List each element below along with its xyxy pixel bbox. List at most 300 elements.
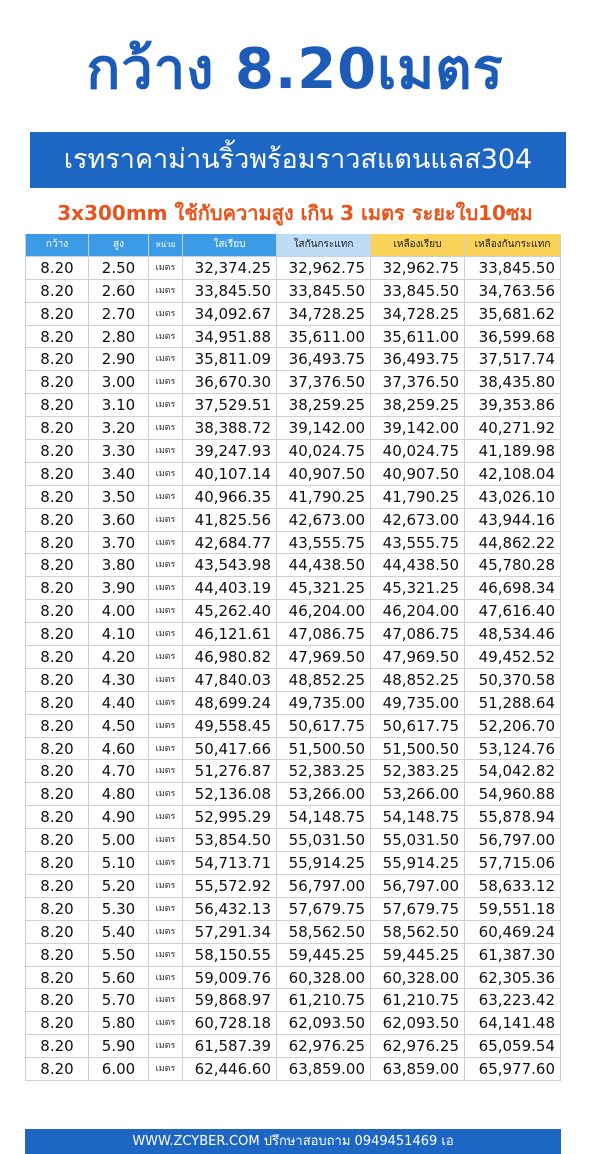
cell-clear-impact: 61,210.75 [277, 989, 371, 1011]
cell-yellow-plain: 38,259.25 [371, 394, 465, 416]
header-unit: หน่วย [149, 234, 183, 256]
header-clear-plain: ใสเรียบ [183, 234, 277, 256]
cell-width: 8.20 [25, 760, 89, 782]
cell-width: 8.20 [25, 829, 89, 851]
cell-yellow-plain: 50,617.75 [371, 715, 465, 737]
table-row [25, 875, 561, 898]
cell-width: 8.20 [25, 280, 89, 302]
cell-height: 4.90 [89, 806, 149, 828]
cell-unit: เมตร [149, 806, 183, 828]
cell-yellow-plain: 47,086.75 [371, 623, 465, 645]
cell-clear-impact: 45,321.25 [277, 577, 371, 599]
cell-yellow-plain: 40,907.50 [371, 463, 465, 485]
table-row [25, 417, 561, 440]
cell-unit: เมตร [149, 417, 183, 439]
cell-yellow-plain: 57,679.75 [371, 898, 465, 920]
cell-clear-plain: 32,374.25 [183, 257, 277, 279]
table-row [25, 600, 561, 623]
banner-title: เรทราคาม่านริ้วพร้อมราวสแตนแลส304 [30, 132, 566, 188]
cell-clear-plain: 54,713.71 [183, 852, 277, 874]
cell-clear-plain: 57,291.34 [183, 921, 277, 943]
cell-height: 4.70 [89, 760, 149, 782]
cell-yellow-plain: 56,797.00 [371, 875, 465, 897]
cell-unit: เมตร [149, 692, 183, 714]
cell-width: 8.20 [25, 646, 89, 668]
cell-width: 8.20 [25, 1058, 89, 1080]
cell-yellow-plain: 62,976.25 [371, 1035, 465, 1057]
table-row [25, 921, 561, 944]
table-row [25, 669, 561, 692]
cell-yellow-plain: 33,845.50 [371, 280, 465, 302]
table-row [25, 532, 561, 555]
cell-height: 5.00 [89, 829, 149, 851]
cell-height: 4.30 [89, 669, 149, 691]
cell-yellow-impact: 62,305.36 [465, 967, 561, 989]
cell-yellow-impact: 37,517.74 [465, 348, 561, 370]
cell-unit: เมตร [149, 944, 183, 966]
cell-yellow-impact: 50,370.58 [465, 669, 561, 691]
table-row [25, 623, 561, 646]
cell-clear-impact: 62,093.50 [277, 1012, 371, 1034]
cell-height: 4.10 [89, 623, 149, 645]
table-row [25, 371, 561, 394]
cell-clear-impact: 48,852.25 [277, 669, 371, 691]
cell-clear-impact: 32,962.75 [277, 257, 371, 279]
cell-clear-plain: 33,845.50 [183, 280, 277, 302]
cell-unit: เมตร [149, 646, 183, 668]
cell-yellow-impact: 56,797.00 [465, 829, 561, 851]
cell-unit: เมตร [149, 326, 183, 348]
table-row [25, 852, 561, 875]
cell-clear-plain: 55,572.92 [183, 875, 277, 897]
cell-height: 4.80 [89, 783, 149, 805]
cell-clear-plain: 36,670.30 [183, 371, 277, 393]
cell-yellow-plain: 46,204.00 [371, 600, 465, 622]
cell-yellow-impact: 40,271.92 [465, 417, 561, 439]
cell-clear-impact: 50,617.75 [277, 715, 371, 737]
cell-clear-plain: 52,995.29 [183, 806, 277, 828]
cell-clear-plain: 35,811.09 [183, 348, 277, 370]
cell-clear-plain: 47,840.03 [183, 669, 277, 691]
cell-yellow-plain: 43,555.75 [371, 532, 465, 554]
cell-yellow-impact: 35,681.62 [465, 303, 561, 325]
cell-clear-impact: 37,376.50 [277, 371, 371, 393]
cell-width: 8.20 [25, 989, 89, 1011]
cell-clear-plain: 46,980.82 [183, 646, 277, 668]
cell-clear-plain: 50,417.66 [183, 738, 277, 760]
cell-unit: เมตร [149, 898, 183, 920]
cell-yellow-plain: 52,383.25 [371, 760, 465, 782]
cell-width: 8.20 [25, 898, 89, 920]
subtitle: 3x300mm ใช้กับความสูง เกิน 3 เมตร ระยะใบ10ซม [57, 201, 533, 225]
cell-clear-impact: 47,086.75 [277, 623, 371, 645]
cell-clear-plain: 45,262.40 [183, 600, 277, 622]
cell-yellow-plain: 63,859.00 [371, 1058, 465, 1080]
cell-yellow-impact: 63,223.42 [465, 989, 561, 1011]
table-row [25, 829, 561, 852]
cell-clear-impact: 34,728.25 [277, 303, 371, 325]
cell-yellow-impact: 44,862.22 [465, 532, 561, 554]
cell-unit: เมตร [149, 348, 183, 370]
cell-unit: เมตร [149, 303, 183, 325]
cell-yellow-impact: 34,763.56 [465, 280, 561, 302]
cell-yellow-plain: 37,376.50 [371, 371, 465, 393]
cell-width: 8.20 [25, 371, 89, 393]
cell-clear-plain: 40,966.35 [183, 486, 277, 508]
cell-clear-plain: 38,388.72 [183, 417, 277, 439]
cell-yellow-plain: 62,093.50 [371, 1012, 465, 1034]
cell-yellow-plain: 32,962.75 [371, 257, 465, 279]
cell-height: 4.60 [89, 738, 149, 760]
cell-clear-plain: 48,699.24 [183, 692, 277, 714]
cell-clear-plain: 41,825.56 [183, 509, 277, 531]
cell-width: 8.20 [25, 326, 89, 348]
table-row [25, 967, 561, 990]
cell-unit: เมตร [149, 532, 183, 554]
cell-yellow-impact: 55,878.94 [465, 806, 561, 828]
cell-unit: เมตร [149, 921, 183, 943]
cell-height: 3.60 [89, 509, 149, 531]
cell-yellow-impact: 49,452.52 [465, 646, 561, 668]
cell-yellow-plain: 54,148.75 [371, 806, 465, 828]
cell-width: 8.20 [25, 921, 89, 943]
cell-width: 8.20 [25, 852, 89, 874]
cell-yellow-plain: 59,445.25 [371, 944, 465, 966]
cell-yellow-impact: 65,059.54 [465, 1035, 561, 1057]
cell-height: 5.90 [89, 1035, 149, 1057]
cell-clear-impact: 60,328.00 [277, 967, 371, 989]
table-row [25, 1012, 561, 1035]
cell-clear-impact: 59,445.25 [277, 944, 371, 966]
cell-clear-impact: 51,500.50 [277, 738, 371, 760]
cell-height: 3.10 [89, 394, 149, 416]
cell-yellow-plain: 40,024.75 [371, 440, 465, 462]
cell-clear-impact: 56,797.00 [277, 875, 371, 897]
cell-yellow-plain: 41,790.25 [371, 486, 465, 508]
cell-height: 5.60 [89, 967, 149, 989]
table-header [25, 234, 561, 257]
cell-width: 8.20 [25, 806, 89, 828]
cell-clear-plain: 60,728.18 [183, 1012, 277, 1034]
cell-height: 2.70 [89, 303, 149, 325]
cell-height: 3.70 [89, 532, 149, 554]
cell-yellow-plain: 55,031.50 [371, 829, 465, 851]
cell-clear-plain: 51,276.87 [183, 760, 277, 782]
cell-unit: เมตร [149, 554, 183, 576]
cell-clear-impact: 44,438.50 [277, 554, 371, 576]
cell-yellow-impact: 45,780.28 [465, 554, 561, 576]
table-row [25, 394, 561, 417]
table-row [25, 989, 561, 1012]
cell-height: 3.50 [89, 486, 149, 508]
header-yellow-plain: เหลืองเรียบ [371, 234, 465, 256]
cell-height: 3.30 [89, 440, 149, 462]
table-row [25, 1058, 561, 1081]
cell-yellow-impact: 43,944.16 [465, 509, 561, 531]
cell-clear-impact: 36,493.75 [277, 348, 371, 370]
cell-clear-impact: 40,907.50 [277, 463, 371, 485]
cell-width: 8.20 [25, 623, 89, 645]
cell-unit: เมตร [149, 783, 183, 805]
cell-clear-impact: 47,969.50 [277, 646, 371, 668]
cell-yellow-impact: 54,042.82 [465, 760, 561, 782]
table-row [25, 577, 561, 600]
cell-unit: เมตร [149, 577, 183, 599]
cell-yellow-impact: 65,977.60 [465, 1058, 561, 1080]
cell-width: 8.20 [25, 577, 89, 599]
table-row [25, 348, 561, 371]
cell-height: 3.00 [89, 371, 149, 393]
cell-width: 8.20 [25, 1035, 89, 1057]
cell-width: 8.20 [25, 463, 89, 485]
cell-height: 5.30 [89, 898, 149, 920]
cell-width: 8.20 [25, 600, 89, 622]
cell-height: 5.20 [89, 875, 149, 897]
cell-yellow-impact: 61,387.30 [465, 944, 561, 966]
cell-unit: เมตร [149, 989, 183, 1011]
header-width: กว้าง [25, 234, 89, 256]
cell-clear-impact: 63,859.00 [277, 1058, 371, 1080]
cell-clear-impact: 40,024.75 [277, 440, 371, 462]
cell-unit: เมตร [149, 509, 183, 531]
table-row [25, 509, 561, 532]
cell-clear-impact: 46,204.00 [277, 600, 371, 622]
cell-width: 8.20 [25, 417, 89, 439]
cell-height: 3.20 [89, 417, 149, 439]
cell-height: 2.60 [89, 280, 149, 302]
cell-height: 4.00 [89, 600, 149, 622]
cell-width: 8.20 [25, 532, 89, 554]
table-row [25, 715, 561, 738]
cell-height: 4.20 [89, 646, 149, 668]
table-row [25, 303, 561, 326]
cell-clear-plain: 46,121.61 [183, 623, 277, 645]
cell-yellow-impact: 52,206.70 [465, 715, 561, 737]
cell-unit: เมตร [149, 760, 183, 782]
cell-yellow-plain: 55,914.25 [371, 852, 465, 874]
cell-unit: เมตร [149, 852, 183, 874]
cell-yellow-impact: 51,288.64 [465, 692, 561, 714]
cell-clear-plain: 58,150.55 [183, 944, 277, 966]
cell-clear-plain: 34,092.67 [183, 303, 277, 325]
cell-clear-impact: 57,679.75 [277, 898, 371, 920]
cell-yellow-impact: 42,108.04 [465, 463, 561, 485]
cell-width: 8.20 [25, 967, 89, 989]
header-height: สูง [89, 234, 149, 256]
cell-yellow-impact: 41,189.98 [465, 440, 561, 462]
table-row [25, 898, 561, 921]
table-body [25, 257, 561, 1081]
cell-unit: เมตร [149, 394, 183, 416]
cell-height: 5.80 [89, 1012, 149, 1034]
cell-height: 3.90 [89, 577, 149, 599]
cell-width: 8.20 [25, 554, 89, 576]
cell-yellow-plain: 47,969.50 [371, 646, 465, 668]
cell-yellow-plain: 60,328.00 [371, 967, 465, 989]
table-row [25, 783, 561, 806]
cell-yellow-plain: 34,728.25 [371, 303, 465, 325]
table-row [25, 760, 561, 783]
cell-yellow-plain: 36,493.75 [371, 348, 465, 370]
cell-clear-impact: 42,673.00 [277, 509, 371, 531]
cell-height: 6.00 [89, 1058, 149, 1080]
cell-unit: เมตร [149, 280, 183, 302]
cell-clear-plain: 52,136.08 [183, 783, 277, 805]
cell-yellow-plain: 44,438.50 [371, 554, 465, 576]
footer-contact: WWW.ZCYBER.COM ปรึกษาสอบถาม 0949451469 เอ [25, 1129, 561, 1154]
cell-height: 5.50 [89, 944, 149, 966]
cell-yellow-impact: 39,353.86 [465, 394, 561, 416]
cell-unit: เมตร [149, 669, 183, 691]
cell-clear-plain: 59,868.97 [183, 989, 277, 1011]
cell-yellow-impact: 48,534.46 [465, 623, 561, 645]
cell-clear-impact: 43,555.75 [277, 532, 371, 554]
cell-clear-plain: 39,247.93 [183, 440, 277, 462]
cell-yellow-plain: 48,852.25 [371, 669, 465, 691]
cell-clear-impact: 54,148.75 [277, 806, 371, 828]
cell-yellow-impact: 38,435.80 [465, 371, 561, 393]
cell-width: 8.20 [25, 303, 89, 325]
cell-height: 5.10 [89, 852, 149, 874]
cell-clear-plain: 56,432.13 [183, 898, 277, 920]
cell-unit: เมตร [149, 738, 183, 760]
cell-height: 3.40 [89, 463, 149, 485]
cell-clear-impact: 53,266.00 [277, 783, 371, 805]
cell-clear-plain: 34,951.88 [183, 326, 277, 348]
cell-width: 8.20 [25, 738, 89, 760]
cell-height: 2.90 [89, 348, 149, 370]
cell-clear-impact: 49,735.00 [277, 692, 371, 714]
cell-yellow-impact: 53,124.76 [465, 738, 561, 760]
table-row [25, 554, 561, 577]
cell-yellow-plain: 51,500.50 [371, 738, 465, 760]
cell-clear-impact: 38,259.25 [277, 394, 371, 416]
cell-width: 8.20 [25, 1012, 89, 1034]
cell-yellow-plain: 45,321.25 [371, 577, 465, 599]
cell-yellow-plain: 53,266.00 [371, 783, 465, 805]
cell-unit: เมตร [149, 257, 183, 279]
table-row [25, 692, 561, 715]
cell-width: 8.20 [25, 669, 89, 691]
table-row [25, 944, 561, 967]
cell-clear-impact: 35,611.00 [277, 326, 371, 348]
cell-width: 8.20 [25, 486, 89, 508]
cell-clear-plain: 62,446.60 [183, 1058, 277, 1080]
cell-unit: เมตร [149, 623, 183, 645]
cell-width: 8.20 [25, 257, 89, 279]
table-row [25, 257, 561, 280]
cell-unit: เมตร [149, 463, 183, 485]
cell-yellow-plain: 61,210.75 [371, 989, 465, 1011]
cell-yellow-impact: 43,026.10 [465, 486, 561, 508]
cell-clear-impact: 55,914.25 [277, 852, 371, 874]
cell-yellow-plain: 35,611.00 [371, 326, 465, 348]
page-title: กว้าง 8.20เมตร [86, 37, 504, 102]
cell-unit: เมตร [149, 829, 183, 851]
table-row [25, 806, 561, 829]
cell-clear-impact: 58,562.50 [277, 921, 371, 943]
cell-yellow-plain: 49,735.00 [371, 692, 465, 714]
cell-unit: เมตร [149, 967, 183, 989]
cell-unit: เมตร [149, 1035, 183, 1057]
cell-yellow-impact: 46,698.34 [465, 577, 561, 599]
cell-unit: เมตร [149, 715, 183, 737]
cell-width: 8.20 [25, 875, 89, 897]
cell-width: 8.20 [25, 944, 89, 966]
cell-width: 8.20 [25, 692, 89, 714]
cell-yellow-impact: 59,551.18 [465, 898, 561, 920]
cell-clear-plain: 44,403.19 [183, 577, 277, 599]
table-row [25, 463, 561, 486]
cell-clear-plain: 42,684.77 [183, 532, 277, 554]
cell-clear-impact: 55,031.50 [277, 829, 371, 851]
cell-unit: เมตร [149, 600, 183, 622]
cell-yellow-plain: 58,562.50 [371, 921, 465, 943]
cell-yellow-impact: 47,616.40 [465, 600, 561, 622]
cell-height: 4.40 [89, 692, 149, 714]
cell-width: 8.20 [25, 783, 89, 805]
cell-yellow-impact: 58,633.12 [465, 875, 561, 897]
cell-unit: เมตร [149, 875, 183, 897]
table-row [25, 326, 561, 349]
table-row [25, 486, 561, 509]
cell-height: 2.50 [89, 257, 149, 279]
cell-unit: เมตร [149, 371, 183, 393]
cell-unit: เมตร [149, 1012, 183, 1034]
cell-yellow-plain: 39,142.00 [371, 417, 465, 439]
cell-width: 8.20 [25, 394, 89, 416]
table-row [25, 440, 561, 463]
cell-clear-plain: 53,854.50 [183, 829, 277, 851]
table-row [25, 280, 561, 303]
cell-clear-plain: 40,107.14 [183, 463, 277, 485]
cell-clear-impact: 33,845.50 [277, 280, 371, 302]
table-row [25, 646, 561, 669]
cell-yellow-impact: 60,469.24 [465, 921, 561, 943]
cell-clear-impact: 52,383.25 [277, 760, 371, 782]
cell-clear-plain: 59,009.76 [183, 967, 277, 989]
price-table [25, 234, 561, 1081]
cell-width: 8.20 [25, 509, 89, 531]
cell-yellow-impact: 64,141.48 [465, 1012, 561, 1034]
table-row [25, 1035, 561, 1058]
cell-clear-impact: 41,790.25 [277, 486, 371, 508]
table-row [25, 738, 561, 761]
cell-height: 3.80 [89, 554, 149, 576]
cell-unit: เมตร [149, 1058, 183, 1080]
cell-clear-plain: 61,587.39 [183, 1035, 277, 1057]
cell-height: 2.80 [89, 326, 149, 348]
cell-clear-plain: 37,529.51 [183, 394, 277, 416]
cell-unit: เมตร [149, 486, 183, 508]
cell-clear-impact: 62,976.25 [277, 1035, 371, 1057]
cell-yellow-impact: 57,715.06 [465, 852, 561, 874]
cell-yellow-impact: 54,960.88 [465, 783, 561, 805]
cell-clear-impact: 39,142.00 [277, 417, 371, 439]
cell-yellow-impact: 33,845.50 [465, 257, 561, 279]
header-clear-impact: ใสกันกระแทก [277, 234, 371, 256]
cell-width: 8.20 [25, 440, 89, 462]
cell-yellow-plain: 42,673.00 [371, 509, 465, 531]
cell-height: 5.40 [89, 921, 149, 943]
cell-clear-plain: 43,543.98 [183, 554, 277, 576]
cell-width: 8.20 [25, 715, 89, 737]
cell-clear-plain: 49,558.45 [183, 715, 277, 737]
cell-unit: เมตร [149, 440, 183, 462]
cell-height: 5.70 [89, 989, 149, 1011]
cell-yellow-impact: 36,599.68 [465, 326, 561, 348]
cell-width: 8.20 [25, 348, 89, 370]
